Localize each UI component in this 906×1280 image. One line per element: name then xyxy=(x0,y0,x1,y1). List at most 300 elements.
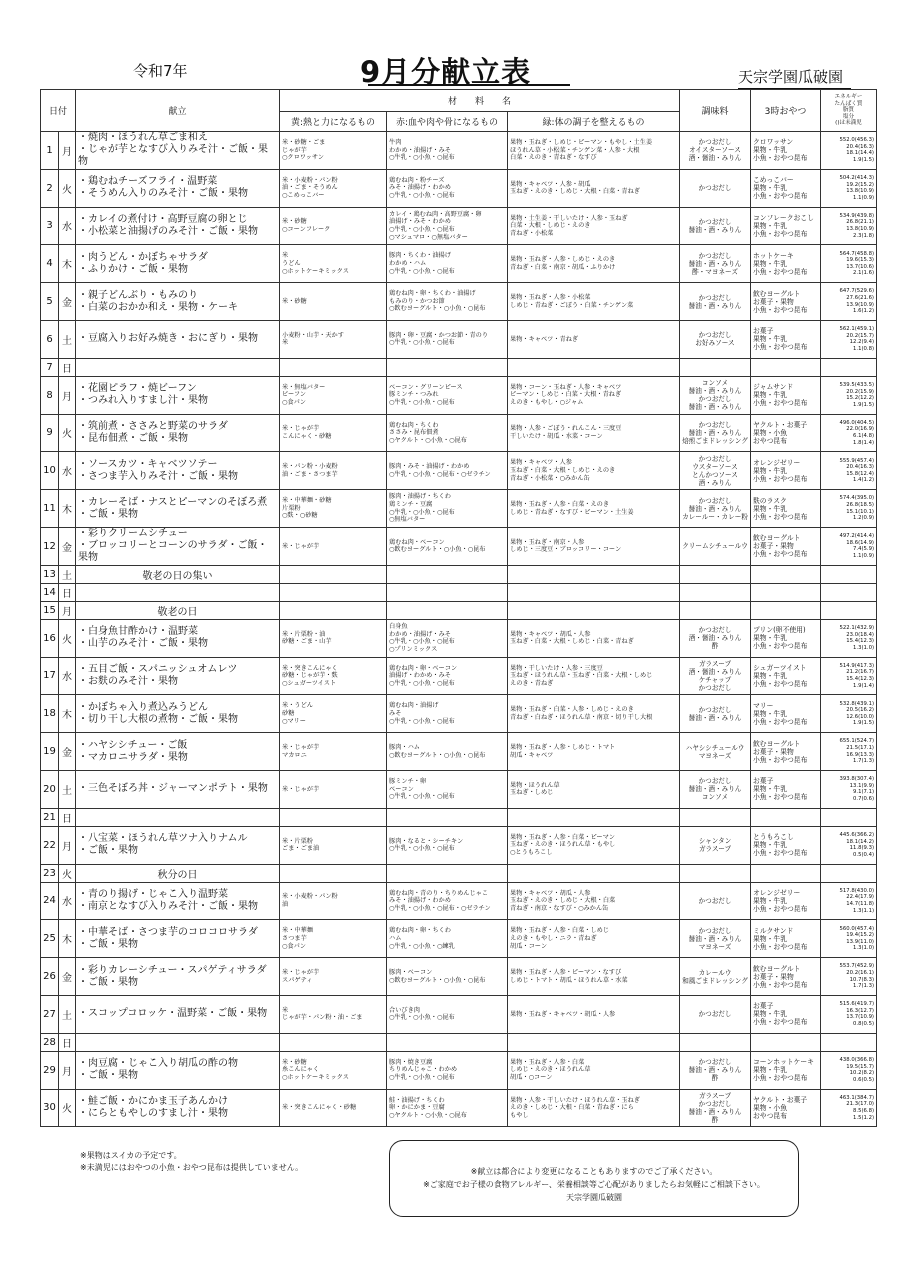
weekday: 水 xyxy=(59,452,76,490)
table-row xyxy=(41,808,877,826)
table-row xyxy=(41,207,877,245)
table-row xyxy=(41,657,877,695)
day-number: 25 xyxy=(41,920,59,958)
yellow-ingredients: 米・じゃが芋 スパゲティ xyxy=(280,958,387,996)
empty-cell xyxy=(508,601,680,619)
empty-cell xyxy=(387,583,508,601)
day-number: 21 xyxy=(41,808,59,826)
nutrition-cell: 564.7(458.8) 19.6(15.3) 13.7(10.6) 2.1(1.6) xyxy=(821,245,877,283)
snack-cell: オレンジゼリー 果物・牛乳 小魚・おやつ昆布 xyxy=(751,882,821,920)
yellow-ingredients: 米・突きこんにゃく 砂糖・じゃが芋・麩 ○シュガーツイスト xyxy=(280,657,387,695)
weekday: 日 xyxy=(59,583,76,601)
seasoning-header: 調味料 xyxy=(680,90,751,132)
table-row xyxy=(41,320,877,358)
red-ingredients: 鶏むね肉・粉チーズ みそ・油揚げ・わかめ ○牛乳・○小魚・○昆布 xyxy=(387,169,508,207)
green-ingredients: 果物・玉ねぎ・キャベツ・胡瓜・人参 xyxy=(508,995,680,1033)
red-header: 赤:血や肉や骨になるもの xyxy=(387,112,508,132)
event-name: 秋分の日 xyxy=(76,864,280,882)
notice-line: ※ご家庭でお子様の食物アレルギー、栄養相談等ご心配がありましたらお気軽にご相談下さい。 xyxy=(423,1180,765,1189)
day-number: 18 xyxy=(41,695,59,733)
empty-cell xyxy=(280,864,387,882)
day-number: 3 xyxy=(41,207,59,245)
red-ingredients: 鶏むね肉・油揚げ みそ ○牛乳・○小魚・○昆布 xyxy=(387,695,508,733)
empty-cell xyxy=(751,565,821,583)
weekday: 水 xyxy=(59,657,76,695)
red-ingredients: 豚肉・ハム ○飲むヨーグルト・○小魚・○昆布 xyxy=(387,733,508,771)
date-header: 日付 xyxy=(41,90,76,132)
green-ingredients: 果物・玉ねぎ・人参・白菜・しめじ えのき・もやし・ニラ・青ねぎ 胡瓜・コーン xyxy=(508,920,680,958)
table-row xyxy=(41,864,877,882)
day-number: 16 xyxy=(41,619,59,657)
weekday: 日 xyxy=(59,358,76,376)
menu-cell: ・スコップコロッケ・温野菜・ご飯・果物 xyxy=(76,995,280,1033)
day-number: 22 xyxy=(41,826,59,864)
weekday: 金 xyxy=(59,283,76,321)
red-ingredients: 鶏むね肉・卵・ちくわ・油揚げ もみのり・かつお節 ○飲むヨーグルト・○小魚・○昆布 xyxy=(387,283,508,321)
empty-cell xyxy=(751,864,821,882)
nutrition-cell: 504.2(414.3) 19.2(15.2) 13.8(10.9) 1.1(0.9) xyxy=(821,169,877,207)
snack-cell: ミルクサンド 果物・牛乳 小魚・おやつ昆布 xyxy=(751,920,821,958)
nutrition-cell: 534.9(439.8) 26.8(21.1) 13.8(10.9) 2.3(1.8) xyxy=(821,207,877,245)
menu-cell: ・かぼちゃ入り煮込みうどん ・切り干し大根の煮物・ご飯・果物 xyxy=(76,695,280,733)
day-number: 4 xyxy=(41,245,59,283)
seasoning-cell: かつおだし ウスターソース とんかつソース 酒・みりん xyxy=(680,452,751,490)
yellow-ingredients: 米・じゃが芋 こんにゃく・砂糖 xyxy=(280,414,387,452)
yellow-ingredients: 小麦粉・山芋・天かす 米 xyxy=(280,320,387,358)
green-ingredients: 果物・土生姜・干しいたけ・人参・玉ねぎ 白菜・大根・しめじ・えのき 青ねぎ・小松菜 xyxy=(508,207,680,245)
menu-cell: ・肉うどん・かぼちゃサラダ ・ふりかけ・ご飯・果物 xyxy=(76,245,280,283)
menu-cell: ・カレイの煮付け・高野豆腐の卵とじ ・小松菜と油揚げのみそ汁・ご飯・果物 xyxy=(76,207,280,245)
snack-cell: シュガーツイスト 果物・牛乳 小魚・おやつ昆布 xyxy=(751,657,821,695)
green-ingredients: 果物・キャベツ・胡瓜・人参 玉ねぎ・えのき・しめじ・大根・白菜 青ねぎ・南京・なすび・○みかん缶 xyxy=(508,882,680,920)
green-ingredients: 果物・人参・干しいたけ・ほうれん草・玉ねぎ えのき・しめじ・大根・白菜・青ねぎ・にら もやし xyxy=(508,1089,680,1127)
empty-cell xyxy=(680,565,751,583)
red-ingredients: 豚肉・ちくわ・油揚げ わかめ・ハム ○牛乳・○小魚・○昆布 xyxy=(387,245,508,283)
empty-cell xyxy=(680,358,751,376)
yellow-ingredients: 米 うどん ○ホットケーキミックス xyxy=(280,245,387,283)
weekday: 月 xyxy=(59,376,76,414)
day-number: 26 xyxy=(41,958,59,996)
empty-cell xyxy=(680,1033,751,1051)
footnote: ※未満児にはおやつの小魚・おやつ昆布は提供していません。 xyxy=(80,1163,304,1172)
red-ingredients: 豚肉・なると・シーチキン ○牛乳・○小魚・○昆布 xyxy=(387,826,508,864)
empty-cell xyxy=(508,583,680,601)
day-number: 17 xyxy=(41,657,59,695)
empty-cell xyxy=(280,358,387,376)
yellow-ingredients: 米・小麦粉・パン粉 油 xyxy=(280,882,387,920)
green-ingredients: 果物・玉ねぎ・人参・ピーマン・なすび しめじ・トマト・胡瓜・ほうれん草・水菜 xyxy=(508,958,680,996)
yellow-ingredients: 米・じゃが芋 xyxy=(280,527,387,565)
weekday: 土 xyxy=(59,995,76,1033)
snack-cell: こめっこバー 果物・牛乳 小魚・おやつ昆布 xyxy=(751,169,821,207)
empty-cell xyxy=(821,565,877,583)
empty-cell xyxy=(680,583,751,601)
day-number: 6 xyxy=(41,320,59,358)
snack-cell: とうもろこし 果物・牛乳 小魚・おやつ昆布 xyxy=(751,826,821,864)
table-row xyxy=(41,452,877,490)
yellow-ingredients: 米 じゃが芋・パン粉・油・ごま xyxy=(280,995,387,1033)
day-number: 24 xyxy=(41,882,59,920)
nutrition-cell: 574.4(395.0) 26.8(18.5) 15.1(10.1) 1.2(0.9) xyxy=(821,490,877,528)
event-name: 敬老の日の集い xyxy=(76,565,280,583)
table-row xyxy=(41,770,877,808)
table-row xyxy=(41,358,877,376)
school-name: 天宗学園瓜破園 xyxy=(738,68,844,86)
weekday: 月 xyxy=(59,601,76,619)
green-ingredients: 果物・キャベツ・人参 玉ねぎ・白菜・大根・しめじ・えのき 青ねぎ・小松菜・○みかん缶 xyxy=(508,452,680,490)
nutrition-cell: 522.1(432.9) 23.0(18.4) 15.4(12.3) 1.3(1.0) xyxy=(821,619,877,657)
day-number: 13 xyxy=(41,565,59,583)
seasoning-cell: かつおだし 醤油・酒・みりん コンソメ xyxy=(680,770,751,808)
green-ingredients: 果物・玉ねぎ・人参・しめじ・えのき 青ねぎ・白菜・南京・胡瓜・ふりかけ xyxy=(508,245,680,283)
day-number: 30 xyxy=(41,1089,59,1127)
table-row xyxy=(41,1051,877,1089)
empty-cell xyxy=(387,808,508,826)
materials-header: 材 料 名 xyxy=(280,90,680,112)
nutrition-cell: 647.7(529.6) 27.6(21.6) 13.9(10.9) 1.6(1.2) xyxy=(821,283,877,321)
day-number: 27 xyxy=(41,995,59,1033)
weekday: 火 xyxy=(59,1089,76,1127)
day-number: 10 xyxy=(41,452,59,490)
day-number: 2 xyxy=(41,169,59,207)
menu-cell: ・鮭ご飯・かにかま玉子あんかけ ・にらともやしのすまし汁・果物 xyxy=(76,1089,280,1127)
seasoning-cell: カレールウ 和風ごまドレッシング xyxy=(680,958,751,996)
red-ingredients: 合いびき肉 ○牛乳・○小魚・○昆布 xyxy=(387,995,508,1033)
nutrition-cell: 553.7(452.9) 20.2(16.1) 10.7(8.3) 1.7(1.3) xyxy=(821,958,877,996)
empty-cell xyxy=(680,601,751,619)
menu-cell: ・焼肉・ほうれん草ごま和え ・じゃが芋となすび入りみそ汁・ご飯・果物 xyxy=(76,132,280,170)
weekday: 金 xyxy=(59,527,76,565)
table-row xyxy=(41,414,877,452)
red-ingredients: 白身魚 わかめ・油揚げ・みそ ○牛乳・○小魚・○昆布 ○プリンミックス xyxy=(387,619,508,657)
weekday: 月 xyxy=(59,1051,76,1089)
seasoning-cell: かつおだし xyxy=(680,882,751,920)
menu-table xyxy=(40,89,877,1127)
day-number: 19 xyxy=(41,733,59,771)
seasoning-cell: かつおだし 醤油・酒・みりん カレールー・カレー粉 xyxy=(680,490,751,528)
snack-cell: ヤクルト・お菓子 果物・小魚 おやつ昆布 xyxy=(751,1089,821,1127)
snack-cell: ヤクルト・お菓子 果物・小魚 おやつ昆布 xyxy=(751,414,821,452)
green-ingredients: 果物・玉ねぎ・南京・人参 しめじ・三度豆・ブロッコリー・コーン xyxy=(508,527,680,565)
table-row xyxy=(41,958,877,996)
empty-cell xyxy=(821,1033,877,1051)
weekday: 火 xyxy=(59,169,76,207)
yellow-ingredients: 米・突きこんにゃく・砂糖 xyxy=(280,1089,387,1127)
day-number: 14 xyxy=(41,583,59,601)
green-ingredients: 果物・ほうれん草 玉ねぎ・しめじ xyxy=(508,770,680,808)
nutrition-cell: 655.1(524.7) 21.5(17.1) 16.9(13.3) 1.7(1.3) xyxy=(821,733,877,771)
yellow-ingredients: 米・砂糖 xyxy=(280,283,387,321)
snack-cell: 麩のラスク 果物・牛乳 小魚・おやつ昆布 xyxy=(751,490,821,528)
snack-header: 3時おやつ xyxy=(751,90,821,132)
green-ingredients: 果物・玉ねぎ・人参・白菜 しめじ・えのき・ほうれん草 胡瓜・○コーン xyxy=(508,1051,680,1089)
empty-cell xyxy=(751,601,821,619)
footnote: ※果物はスイカの予定です。 xyxy=(80,1151,182,1160)
seasoning-cell: コンソメ 醤油・酒・みりん かつおだし 醤油・酒・みりん xyxy=(680,376,751,414)
red-ingredients: ベーコン・グリーンピース 豚ミンチ・つみれ ○牛乳・○小魚・○昆布 xyxy=(387,376,508,414)
weekday: 水 xyxy=(59,207,76,245)
seasoning-cell: かつおだし 醤油・酒・みりん xyxy=(680,695,751,733)
green-ingredients: 果物・玉ねぎ・人参・小松菜 しめじ・青ねぎ・ごぼう・白菜・チンゲン菜 xyxy=(508,283,680,321)
red-ingredients: 鶏むね肉・卵・ちくわ ハム ○牛乳・○小魚・○練乳 xyxy=(387,920,508,958)
day-number: 23 xyxy=(41,864,59,882)
event-name: 敬老の日 xyxy=(76,601,280,619)
nutrition-cell: 560.0(457.4) 19.4(15.2) 13.9(11.0) 1.3(1.0) xyxy=(821,920,877,958)
yellow-ingredients: 米・中華麺 さつま芋 ○食パン xyxy=(280,920,387,958)
green-ingredients: 果物・玉ねぎ・白菜・人参・しめじ・えのき 青ねぎ・白ねぎ・ほうれん草・南京・切り干し大根 xyxy=(508,695,680,733)
menu-cell: ・彩りクリームシチュー ・ブロッコリーとコーンのサラダ・ご飯・果物 xyxy=(76,527,280,565)
table-row xyxy=(41,490,877,528)
red-ingredients: 豚肉・焼き豆腐 ちりめんじゃこ・わかめ ○牛乳・○小魚・○昆布 xyxy=(387,1051,508,1089)
table-row xyxy=(41,527,877,565)
day-number: 9 xyxy=(41,414,59,452)
table-row xyxy=(41,583,877,601)
yellow-ingredients: 米・じゃが芋 xyxy=(280,770,387,808)
empty-cell xyxy=(280,565,387,583)
table-row xyxy=(41,733,877,771)
snack-cell: 飲むヨーグルト お菓子・果物 小魚・おやつ昆布 xyxy=(751,733,821,771)
weekday: 水 xyxy=(59,882,76,920)
table-row xyxy=(41,619,877,657)
green-header: 緑:体の調子を整えるもの xyxy=(508,112,680,132)
menu-cell: ・五目ご飯・スパニッシュオムレツ ・お麩のみそ汁・果物 xyxy=(76,657,280,695)
red-ingredients: 鮭・油揚げ・ちくわ 卵・かにかま・豆腐 ○ヤクルト・○小魚・○昆布 xyxy=(387,1089,508,1127)
yellow-ingredients: 米・砂糖・ごま じゃが芋 ○クロワッサン xyxy=(280,132,387,170)
weekday: 火 xyxy=(59,414,76,452)
snack-cell: お菓子 果物・牛乳 小魚・おやつ昆布 xyxy=(751,770,821,808)
nutrition-cell: 438.0(366.8) 19.5(15.7) 10.2(8.2) 0.6(0.5) xyxy=(821,1051,877,1089)
green-ingredients: 果物・キャベツ・人参・胡瓜 玉ねぎ・えのき・しめじ・大根・白菜・青ねぎ xyxy=(508,169,680,207)
empty-cell xyxy=(280,808,387,826)
nutrition-cell: 532.8(439.1) 20.5(16.2) 12.6(10.0) 1.9(1.5) xyxy=(821,695,877,733)
red-ingredients: 豚ミンチ・卵 ベーコン ○牛乳・○小魚・○昆布 xyxy=(387,770,508,808)
menu-cell: ・親子どんぶり・もみのり ・白菜のおかか和え・果物・ケーキ xyxy=(76,283,280,321)
empty-cell xyxy=(821,358,877,376)
empty-cell xyxy=(508,1033,680,1051)
yellow-ingredients: 米・パン粉・小麦粉 油・ごま・さつま芋 xyxy=(280,452,387,490)
yellow-ingredients: 米・小麦粉・パン粉 油・ごま・そうめん ○こめっこバー xyxy=(280,169,387,207)
yellow-ingredients: 米・片栗粉 ごま・ごま油 xyxy=(280,826,387,864)
menu-cell: ・筑前煮・ささみと野菜のサラダ ・昆布佃煮・ご飯・果物 xyxy=(76,414,280,452)
green-ingredients: 果物・玉ねぎ・人参・しめじ・トマト 胡瓜・キャベツ xyxy=(508,733,680,771)
weekday: 日 xyxy=(59,1033,76,1051)
table-row xyxy=(41,695,877,733)
empty-cell xyxy=(821,601,877,619)
snack-cell: クロワッサン 果物・牛乳 小魚・おやつ昆布 xyxy=(751,132,821,170)
table-row xyxy=(41,283,877,321)
snack-cell: 飲むヨーグルト お菓子・果物 小魚・おやつ昆布 xyxy=(751,527,821,565)
green-ingredients: 果物・玉ねぎ・人参・白菜・ピーマン 玉ねぎ・えのき・ほうれん草・もやし ○とうもろこし xyxy=(508,826,680,864)
seasoning-cell: ガラスープ かつおだし 醤油・酒・みりん 酢 xyxy=(680,1089,751,1127)
seasoning-cell: ガラスープ 酒・醤油・みりん ケチャップ かつおだし xyxy=(680,657,751,695)
nutrition-cell: 539.5(433.5) 20.2(15.9) 15.2(12.2) 1.9(1.5) xyxy=(821,376,877,414)
empty-cell xyxy=(387,601,508,619)
red-ingredients: 豚肉・ベーコン ○飲むヨーグルト・○小魚・○昆布 xyxy=(387,958,508,996)
weekday: 木 xyxy=(59,490,76,528)
nutrition-header: エネルギー たんぱく質 脂質 塩分 ()は未満児 xyxy=(821,90,877,132)
green-ingredients: 果物・キャベツ・胡瓜・人参 玉ねぎ・白菜・大根・しめじ・白菜・青ねぎ xyxy=(508,619,680,657)
table-row xyxy=(41,245,877,283)
seasoning-cell: かつおだし 醤油・酒・みりん 酢・マヨネーズ xyxy=(680,245,751,283)
snack-cell: コンフレークおこし 果物・牛乳 小魚・おやつ昆布 xyxy=(751,207,821,245)
day-number: 20 xyxy=(41,770,59,808)
snack-cell: オレンジゼリー 果物・牛乳 小魚・おやつ昆布 xyxy=(751,452,821,490)
table-row xyxy=(41,601,877,619)
menu-cell: ・ソースカツ・キャベツソテー ・さつま芋入りみそ汁・ご飯・果物 xyxy=(76,452,280,490)
table-row xyxy=(41,132,877,170)
empty-cell xyxy=(76,583,280,601)
menu-cell: ・花園ピラフ・焼ビーフン ・つみれ入りすまし汁・果物 xyxy=(76,376,280,414)
table-row xyxy=(41,565,877,583)
notice-box xyxy=(389,1140,799,1217)
menu-cell: ・鶏むねチーズフライ・温野菜 ・そうめん入りのみそ汁・ご飯・果物 xyxy=(76,169,280,207)
empty-cell xyxy=(821,864,877,882)
snack-cell: お菓子 果物・牛乳 小魚・おやつ昆布 xyxy=(751,320,821,358)
table-row xyxy=(41,826,877,864)
menu-cell: ・八宝菜・ほうれん草ツナ入りナムル ・ご飯・果物 xyxy=(76,826,280,864)
red-ingredients: カレイ・鶏むね肉・高野豆腐・卵 油揚げ・みそ・わかめ ○牛乳・○小魚・○昆布 ○マシュマロ・○無塩バター xyxy=(387,207,508,245)
menu-cell: ・白身魚甘酢かけ・温野菜 ・山芋のみそ汁・ご飯・果物 xyxy=(76,619,280,657)
snack-cell: 飲むヨーグルト お菓子・果物 小魚・おやつ昆布 xyxy=(751,958,821,996)
snack-cell: ジャムサンド 果物・牛乳 小魚・おやつ昆布 xyxy=(751,376,821,414)
table-row xyxy=(41,169,877,207)
yellow-ingredients: 米・片栗粉・油 砂糖・ごま・山芋 xyxy=(280,619,387,657)
yellow-ingredients: 米・じゃが芋 マカロニ xyxy=(280,733,387,771)
notice-line: ※献立は都合により変更になることもありますのでご了承ください。 xyxy=(470,1167,718,1176)
menu-cell: ・青のり揚げ・じゃこ入り温野菜 ・南京となすび入りみそ汁・ご飯・果物 xyxy=(76,882,280,920)
yellow-ingredients: 米・中華麺・砂糖 片栗粉 ○麩・○砂糖 xyxy=(280,490,387,528)
menu-body xyxy=(41,132,877,1127)
red-ingredients: 豚肉・油揚げ・ちくわ 鶏ミンチ・豆腐 ○牛乳・○小魚・○昆布 ○無塩バター xyxy=(387,490,508,528)
snack-cell: プリン(卵不使用) 果物・牛乳 小魚・おやつ昆布 xyxy=(751,619,821,657)
day-number: 29 xyxy=(41,1051,59,1089)
weekday: 土 xyxy=(59,320,76,358)
empty-cell xyxy=(280,601,387,619)
seasoning-cell: かつおだし 醤油・酒・みりん 酢 xyxy=(680,1051,751,1089)
red-ingredients: 豚肉・みそ・油揚げ・わかめ ○牛乳・○小魚・○昆布・○ゼラチン xyxy=(387,452,508,490)
empty-cell xyxy=(387,565,508,583)
green-ingredients: 果物・干しいたけ・人参・三度豆 玉ねぎ・ほうれん草・玉ねぎ・白菜・大根・しめじ えのき・青ねぎ xyxy=(508,657,680,695)
nutrition-cell: 555.9(457.4) 20.4(16.3) 15.8(12.4) 1.4(1.2) xyxy=(821,452,877,490)
red-ingredients: 鶏むね肉・青のり・ちりめんじゃこ みそ・油揚げ・わかめ ○牛乳・○小魚・○昆布・○ゼラチン xyxy=(387,882,508,920)
seasoning-cell: かつおだし お好みソース xyxy=(680,320,751,358)
menu-cell: ・三色そぼろ丼・ジャーマンポテト・果物 xyxy=(76,770,280,808)
red-ingredients: 牛肉 わかめ・油揚げ・みそ ○牛乳・○小魚・○昆布 xyxy=(387,132,508,170)
weekday: 木 xyxy=(59,920,76,958)
nutrition-cell: 497.2(414.4) 18.6(14.9) 7.4(5.9) 1.1(0.9) xyxy=(821,527,877,565)
menu-cell: ・中華そば・さつま芋のコロコロサラダ ・ご飯・果物 xyxy=(76,920,280,958)
title-underline xyxy=(368,84,570,86)
yellow-ingredients: 米・無塩バター ビーフン ○食パン xyxy=(280,376,387,414)
weekday: 木 xyxy=(59,695,76,733)
weekday: 月 xyxy=(59,826,76,864)
table-row xyxy=(41,376,877,414)
nutrition-cell: 463.1(384.7) 21.3(17.0) 8.5(6.8) 1.5(1.2) xyxy=(821,1089,877,1127)
page-title: 9月分献立表 xyxy=(360,55,532,89)
empty-cell xyxy=(821,583,877,601)
red-ingredients: 鶏むね肉・ちくわ ささみ・昆布佃煮 ○ヤクルト・○小魚・○昆布 xyxy=(387,414,508,452)
snack-cell: ホットケーキ 果物・牛乳 小魚・おやつ昆布 xyxy=(751,245,821,283)
nutrition-cell: 496.0(404.5) 22.0(16.9) 6.1(4.8) 1.8(1.4) xyxy=(821,414,877,452)
empty-cell xyxy=(280,583,387,601)
seasoning-cell: かつおだし 醤油・酒・みりん 焙煎ごまドレッシング xyxy=(680,414,751,452)
yellow-ingredients: 米・砂糖 ○コーンフレーク xyxy=(280,207,387,245)
weekday: 木 xyxy=(59,245,76,283)
weekday: 火 xyxy=(59,619,76,657)
menu-cell: ・肉豆腐・じゃこ入り胡瓜の酢の物 ・ご飯・果物 xyxy=(76,1051,280,1089)
green-ingredients: 果物・人参・ごぼう・れんこん・三度豆 干しいたけ・胡瓜・水菜・コーン xyxy=(508,414,680,452)
empty-cell xyxy=(76,1033,280,1051)
empty-cell xyxy=(508,864,680,882)
empty-cell xyxy=(821,808,877,826)
day-number: 1 xyxy=(41,132,59,170)
menu-cell: ・豆腐入りお好み焼き・おにぎり・果物 xyxy=(76,320,280,358)
table-row xyxy=(41,995,877,1033)
red-ingredients: 豚肉・卵・豆腐・かつお節・青のり ○牛乳・○小魚・○昆布 xyxy=(387,320,508,358)
weekday: 土 xyxy=(59,770,76,808)
empty-cell xyxy=(387,358,508,376)
green-ingredients: 果物・玉ねぎ・しめじ・ピーマン・もやし・土生姜 ほうれん草・小松菜・チンゲン菜・人参・大根 白菜・えのき・青ねぎ・なすび xyxy=(508,132,680,170)
yellow-ingredients: 米・うどん 砂糖 ○マリー xyxy=(280,695,387,733)
notice-signature: 天宗学園瓜破園 xyxy=(566,1193,622,1202)
era-label: 令和7年 xyxy=(133,62,188,80)
seasoning-cell: シャンタン ガラスープ xyxy=(680,826,751,864)
nutrition-cell: 514.9(417.3) 21.2(16.7) 15.4(12.3) 1.9(1.4) xyxy=(821,657,877,695)
menu-header: 献立 xyxy=(76,90,280,132)
day-number: 12 xyxy=(41,527,59,565)
empty-cell xyxy=(280,1033,387,1051)
seasoning-cell: クリームシチュールウ xyxy=(680,527,751,565)
empty-cell xyxy=(387,1033,508,1051)
empty-cell xyxy=(751,1033,821,1051)
empty-cell xyxy=(751,808,821,826)
snack-cell: コーンホットケーキ 果物・牛乳 小魚・おやつ昆布 xyxy=(751,1051,821,1089)
empty-cell xyxy=(751,358,821,376)
yellow-header: 黄:熱と力になるもの xyxy=(280,112,387,132)
nutrition-cell: 445.6(366.2) 18.1(14.2) 11.8(9.3) 0.5(0.4) xyxy=(821,826,877,864)
weekday: 月 xyxy=(59,132,76,170)
empty-cell xyxy=(508,358,680,376)
empty-cell xyxy=(680,808,751,826)
day-number: 28 xyxy=(41,1033,59,1051)
snack-cell: お菓子 果物・牛乳 小魚・おやつ昆布 xyxy=(751,995,821,1033)
table-row xyxy=(41,882,877,920)
seasoning-cell: かつおだし オイスターソース 酒・醤油・みりん xyxy=(680,132,751,170)
nutrition-cell: 562.1(459.1) 20.2(15.7) 12.2(9.4) 1.1(0.8) xyxy=(821,320,877,358)
seasoning-cell: かつおだし 醤油・酒・みりん xyxy=(680,207,751,245)
day-number: 11 xyxy=(41,490,59,528)
table-row xyxy=(41,1033,877,1051)
seasoning-cell: かつおだし 酒・醤油・みりん 酢 xyxy=(680,619,751,657)
snack-cell: マリー 果物・牛乳 小魚・おやつ昆布 xyxy=(751,695,821,733)
seasoning-cell: かつおだし xyxy=(680,995,751,1033)
weekday: 土 xyxy=(59,565,76,583)
seasoning-cell: ハヤシシチュールウ マヨネーズ xyxy=(680,733,751,771)
green-ingredients: 果物・キャベツ・青ねぎ xyxy=(508,320,680,358)
day-number: 15 xyxy=(41,601,59,619)
red-ingredients: 鶏むね肉・ベーコン ○飲むヨーグルト・○小魚・○昆布 xyxy=(387,527,508,565)
weekday: 金 xyxy=(59,958,76,996)
empty-cell xyxy=(751,583,821,601)
day-number: 5 xyxy=(41,283,59,321)
empty-cell xyxy=(680,864,751,882)
empty-cell xyxy=(76,808,280,826)
empty-cell xyxy=(76,358,280,376)
menu-cell: ・ハヤシシチュー・ご飯 ・マカロニサラダ・果物 xyxy=(76,733,280,771)
table-row xyxy=(41,920,877,958)
nutrition-cell: 515.6(419.7) 16.3(12.7) 13.7(10.9) 0.8(0.5) xyxy=(821,995,877,1033)
green-ingredients: 果物・玉ねぎ・人参・白菜・えのき しめじ・青ねぎ・なすび・ピーマン・土生姜 xyxy=(508,490,680,528)
